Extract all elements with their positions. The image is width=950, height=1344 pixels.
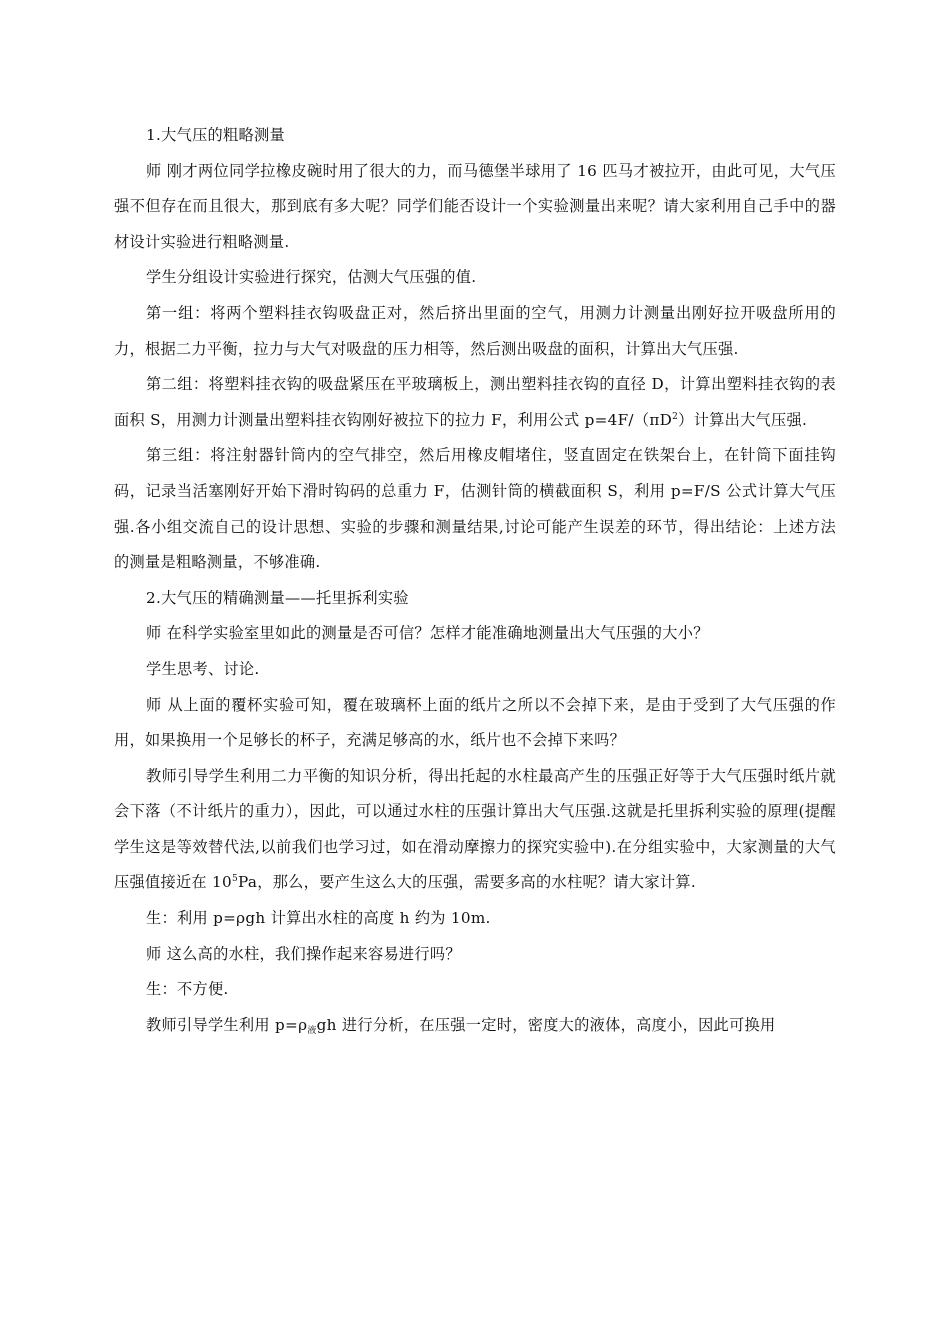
text-run: 教师引导学生利用二力平衡的知识分析，得出托起的水柱最高产生的压强正好等于大气压强时纸片就会下落（不计纸片的重力），因此，可以通过水柱的压强计算出大气压强.这就是托里拆利实验的原理(提醒学生这是等效替代法,以前我们也学习过，如在滑动摩擦力的探究实验中).在分组实验中，大家测量的大气压强值接近在 10 (114, 766, 836, 892)
section-heading-1: 1.大气压的粗略测量 (146, 126, 285, 144)
paragraph (114, 1008, 836, 1047)
paragraph (114, 367, 836, 438)
paragraph: 师 这么高的水柱，我们操作起来容易进行吗？ (146, 944, 461, 963)
text-run: 第二组：将塑料挂衣钩的吸盘紧压在平玻璃板上，测出塑料挂衣钩的直径 D，计算出塑料挂衣钩的表面积 S，用测力计测量出塑料挂衣钩刚好被拉下的拉力 F，利用公式 p=4F/（πD (114, 375, 836, 429)
paragraph: 第一组：将两个塑料挂衣钩吸盘正对，然后挤出里面的空气，用测力计测量出刚好拉开吸盘所用的力，根据二力平衡，拉力与大气对吸盘的压力相等，然后测出吸盘的面积，计算出大气压强. (114, 303, 836, 358)
paragraph: 生：利用 p=ρgh 计算出水柱的高度 h 约为 10m. (146, 909, 491, 928)
section-heading-2: 2.大气压的精确测量——托里拆利实验 (146, 588, 409, 607)
text-run: Pa，那么，要产生这么大的压强，需要多高的水柱呢？请大家计算. (238, 873, 696, 892)
paragraph: 师 从上面的覆杯实验可知，覆在玻璃杯上面的纸片之所以不会掉下来，是由于受到了大气压强的作用，如果换用一个足够长的杯子，充满足够高的水，纸片也不会掉下来吗？ (114, 695, 836, 750)
paragraph: 第三组：将注射器针筒内的空气排空，然后用橡皮帽堵住，竖直固定在铁架台上，在针筒下面挂钩码，记录当活塞刚好开始下滑时钩码的总重力 F，估测针筒的横截面积 S，利用 p=F/S 公式计算大气压强.各小组交流自己的设计思想、实验的步骤和测量结果,讨论可能产生误差的环节，得出结论：上述方法的测量是粗略测量，不够准确. (114, 446, 836, 572)
superscript: 5 (231, 874, 239, 885)
paragraph: 学生分组设计实验进行探究，估测大气压强的值. (146, 268, 477, 287)
paragraph: 师 在科学实验室里如此的测量是否可信？怎样才能准确地测量出大气压强的大小？ (146, 624, 709, 643)
paragraph (114, 759, 836, 901)
document-body (114, 118, 836, 1046)
paragraph: 生：不方便. (146, 980, 229, 999)
subscript: 液 (307, 1025, 317, 1036)
paragraph: 学生思考、讨论. (146, 659, 260, 678)
text-run: ）计算出大气压强. (678, 410, 808, 429)
text-run: gh 进行分析，在压强一定时，密度大的液体，高度小，因此可换用 (316, 1015, 776, 1034)
text-run: 教师引导学生利用 p=ρ (146, 1015, 308, 1034)
paragraph: 师 刚才两位同学拉橡皮碗时用了很大的力，而马德堡半球用了 16 匹马才被拉开，由此可见，大气压强不但存在而且很大，那到底有多大呢？同学们能否设计一个实验测量出来呢？请大家利用自己手中的器材设计实验进行粗略测量. (114, 161, 836, 251)
superscript: 2 (672, 411, 679, 422)
